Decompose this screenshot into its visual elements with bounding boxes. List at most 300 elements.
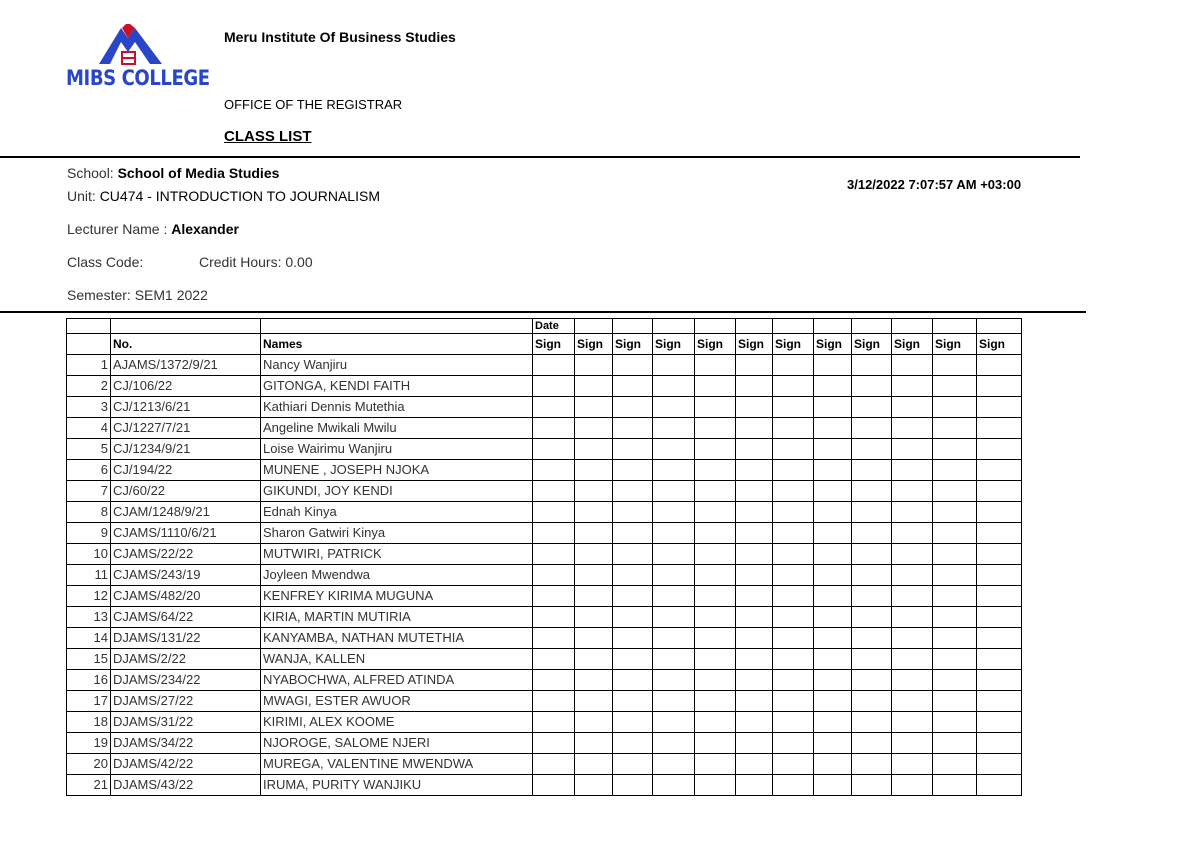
- signature-cell: [736, 628, 773, 649]
- admission-number: CJ/1213/6/21: [111, 397, 261, 418]
- signature-cell: [892, 397, 933, 418]
- signature-cell: [892, 523, 933, 544]
- signature-cell: [736, 586, 773, 607]
- college-logo: [66, 22, 210, 97]
- table-row: [67, 733, 1022, 754]
- signature-cell: [852, 481, 892, 502]
- signature-cell: [933, 376, 977, 397]
- signature-cell: [892, 670, 933, 691]
- signature-cell: [533, 544, 575, 565]
- signature-cell: [613, 628, 653, 649]
- signature-cell: [977, 733, 1022, 754]
- signature-cell: [933, 649, 977, 670]
- school-value: School of Media Studies: [117, 165, 280, 181]
- signature-cell: [773, 691, 814, 712]
- signature-cell: [575, 481, 613, 502]
- signature-cell: [695, 586, 736, 607]
- sign-header: Sign: [575, 334, 613, 355]
- unit-label: Unit:: [67, 188, 96, 204]
- signature-cell: [695, 544, 736, 565]
- admission-number: DJAMS/43/22: [111, 775, 261, 796]
- signature-cell: [814, 355, 852, 376]
- table-row: [67, 775, 1022, 796]
- admission-number: CJAMS/1110/6/21: [111, 523, 261, 544]
- signature-cell: [533, 523, 575, 544]
- unit-line: [67, 188, 380, 204]
- row-number: 4: [67, 418, 111, 439]
- signature-cell: [653, 649, 695, 670]
- admission-number: DJAMS/234/22: [111, 670, 261, 691]
- table-header-date-row: [67, 319, 1022, 334]
- signature-cell: [695, 733, 736, 754]
- student-name: MUTWIRI, PATRICK: [261, 544, 533, 565]
- sign-header: Sign: [852, 334, 892, 355]
- signature-cell: [613, 544, 653, 565]
- signature-cell: [613, 649, 653, 670]
- signature-cell: [977, 754, 1022, 775]
- signature-cell: [852, 565, 892, 586]
- no-header: No.: [111, 334, 261, 355]
- student-name: IRUMA, PURITY WANJIKU: [261, 775, 533, 796]
- signature-cell: [933, 691, 977, 712]
- signature-cell: [977, 502, 1022, 523]
- row-number: 20: [67, 754, 111, 775]
- signature-cell: [613, 691, 653, 712]
- signature-cell: [977, 691, 1022, 712]
- signature-cell: [814, 586, 852, 607]
- signature-cell: [695, 355, 736, 376]
- signature-cell: [736, 355, 773, 376]
- table-row: [67, 607, 1022, 628]
- signature-cell: [736, 439, 773, 460]
- sign-header: Sign: [892, 334, 933, 355]
- signature-cell: [653, 670, 695, 691]
- signature-cell: [653, 481, 695, 502]
- signature-cell: [695, 502, 736, 523]
- institution-name: Meru Institute Of Business Studies: [224, 29, 456, 45]
- student-name: KIRIMI, ALEX KOOME: [261, 712, 533, 733]
- signature-cell: [736, 649, 773, 670]
- meta-divider: [0, 311, 1086, 313]
- signature-cell: [613, 397, 653, 418]
- signature-cell: [613, 565, 653, 586]
- signature-cell: [977, 649, 1022, 670]
- signature-cell: [852, 439, 892, 460]
- signature-cell: [533, 481, 575, 502]
- admission-number: CJ/1234/9/21: [111, 439, 261, 460]
- signature-cell: [814, 775, 852, 796]
- student-name: KIRIA, MARTIN MUTIRIA: [261, 607, 533, 628]
- table-row: [67, 649, 1022, 670]
- row-number: 19: [67, 733, 111, 754]
- student-name: KENFREY KIRIMA MUGUNA: [261, 586, 533, 607]
- table-row: [67, 460, 1022, 481]
- signature-cell: [814, 607, 852, 628]
- signature-cell: [613, 586, 653, 607]
- admission-number: CJAMS/22/22: [111, 544, 261, 565]
- signature-cell: [773, 670, 814, 691]
- admission-number: CJAM/1248/9/21: [111, 502, 261, 523]
- table-header-row: [67, 334, 1022, 355]
- row-number: 6: [67, 460, 111, 481]
- signature-cell: [613, 523, 653, 544]
- signature-cell: [773, 628, 814, 649]
- lecturer-label: Lecturer Name :: [67, 221, 168, 237]
- signature-cell: [933, 523, 977, 544]
- row-number: 8: [67, 502, 111, 523]
- signature-cell: [773, 376, 814, 397]
- admission-number: CJAMS/482/20: [111, 586, 261, 607]
- sign-header: Sign: [533, 334, 575, 355]
- student-name: Joyleen Mwendwa: [261, 565, 533, 586]
- signature-cell: [814, 481, 852, 502]
- signature-cell: [814, 439, 852, 460]
- table-row: [67, 523, 1022, 544]
- signature-cell: [852, 775, 892, 796]
- signature-cell: [533, 460, 575, 481]
- signature-cell: [575, 607, 613, 628]
- signature-cell: [695, 691, 736, 712]
- signature-cell: [736, 691, 773, 712]
- print-timestamp: 3/12/2022 7:07:57 AM +03:00: [847, 177, 1022, 192]
- signature-cell: [736, 670, 773, 691]
- signature-cell: [575, 733, 613, 754]
- sign-header: Sign: [977, 334, 1022, 355]
- signature-cell: [773, 775, 814, 796]
- credit-hours-label: Credit Hours:: [199, 254, 282, 270]
- signature-cell: [933, 565, 977, 586]
- table-row: [67, 502, 1022, 523]
- signature-cell: [533, 628, 575, 649]
- signature-cell: [575, 565, 613, 586]
- signature-cell: [977, 355, 1022, 376]
- row-number: 17: [67, 691, 111, 712]
- signature-cell: [533, 607, 575, 628]
- signature-cell: [575, 460, 613, 481]
- admission-number: CJ/194/22: [111, 460, 261, 481]
- signature-cell: [736, 481, 773, 502]
- student-name: Sharon Gatwiri Kinya: [261, 523, 533, 544]
- signature-cell: [892, 691, 933, 712]
- signature-cell: [977, 439, 1022, 460]
- signature-cell: [695, 670, 736, 691]
- row-number: 10: [67, 544, 111, 565]
- signature-cell: [736, 502, 773, 523]
- signature-cell: [852, 376, 892, 397]
- signature-cell: [814, 712, 852, 733]
- signature-cell: [814, 628, 852, 649]
- signature-cell: [533, 775, 575, 796]
- class-list-table: [66, 318, 1022, 796]
- signature-cell: [814, 754, 852, 775]
- row-number: 16: [67, 670, 111, 691]
- signature-cell: [977, 607, 1022, 628]
- sign-header: Sign: [736, 334, 773, 355]
- signature-cell: [695, 376, 736, 397]
- student-name: Nancy Wanjiru: [261, 355, 533, 376]
- signature-cell: [933, 439, 977, 460]
- signature-cell: [977, 544, 1022, 565]
- signature-cell: [977, 586, 1022, 607]
- signature-cell: [977, 670, 1022, 691]
- row-number: 9: [67, 523, 111, 544]
- admission-number: CJ/1227/7/21: [111, 418, 261, 439]
- signature-cell: [695, 481, 736, 502]
- table-row: [67, 691, 1022, 712]
- signature-cell: [695, 460, 736, 481]
- signature-cell: [977, 523, 1022, 544]
- signature-cell: [852, 586, 892, 607]
- signature-cell: [892, 712, 933, 733]
- signature-cell: [852, 628, 892, 649]
- signature-cell: [736, 460, 773, 481]
- signature-cell: [933, 754, 977, 775]
- signature-cell: [695, 712, 736, 733]
- signature-cell: [653, 523, 695, 544]
- signature-cell: [575, 691, 613, 712]
- signature-cell: [613, 607, 653, 628]
- signature-cell: [852, 733, 892, 754]
- row-number: 14: [67, 628, 111, 649]
- signature-cell: [852, 754, 892, 775]
- signature-cell: [852, 670, 892, 691]
- signature-cell: [933, 586, 977, 607]
- signature-cell: [892, 355, 933, 376]
- signature-cell: [933, 607, 977, 628]
- credit-hours-value: 0.00: [285, 254, 313, 270]
- signature-cell: [892, 418, 933, 439]
- student-name: MUNENE , JOSEPH NJOKA: [261, 460, 533, 481]
- admission-number: DJAMS/34/22: [111, 733, 261, 754]
- student-name: KANYAMBA, NATHAN MUTETHIA: [261, 628, 533, 649]
- signature-cell: [533, 649, 575, 670]
- signature-cell: [533, 439, 575, 460]
- admission-number: DJAMS/31/22: [111, 712, 261, 733]
- row-number: 13: [67, 607, 111, 628]
- signature-cell: [533, 712, 575, 733]
- row-number: 2: [67, 376, 111, 397]
- signature-cell: [736, 565, 773, 586]
- signature-cell: [575, 397, 613, 418]
- signature-cell: [653, 376, 695, 397]
- signature-cell: [575, 502, 613, 523]
- signature-cell: [773, 544, 814, 565]
- signature-cell: [613, 670, 653, 691]
- admission-number: DJAMS/42/22: [111, 754, 261, 775]
- signature-cell: [736, 376, 773, 397]
- signature-cell: [933, 775, 977, 796]
- signature-cell: [933, 733, 977, 754]
- signature-cell: [977, 418, 1022, 439]
- row-number: 15: [67, 649, 111, 670]
- logo-roof-icon: [66, 22, 206, 70]
- row-number: 12: [67, 586, 111, 607]
- row-number: 7: [67, 481, 111, 502]
- signature-cell: [977, 376, 1022, 397]
- student-name: Ednah Kinya: [261, 502, 533, 523]
- signature-cell: [773, 565, 814, 586]
- signature-cell: [695, 439, 736, 460]
- signature-cell: [736, 712, 773, 733]
- admission-number: CJAMS/64/22: [111, 607, 261, 628]
- admission-number: CJAMS/243/19: [111, 565, 261, 586]
- admission-number: DJAMS/2/22: [111, 649, 261, 670]
- signature-cell: [814, 376, 852, 397]
- signature-cell: [773, 439, 814, 460]
- signature-cell: [892, 460, 933, 481]
- signature-cell: [814, 418, 852, 439]
- signature-cell: [575, 355, 613, 376]
- document-title: CLASS LIST: [224, 128, 312, 145]
- signature-cell: [575, 712, 613, 733]
- signature-cell: [575, 775, 613, 796]
- signature-cell: [653, 754, 695, 775]
- signature-cell: [977, 775, 1022, 796]
- signature-cell: [852, 397, 892, 418]
- signature-cell: [773, 607, 814, 628]
- signature-cell: [653, 775, 695, 796]
- signature-cell: [613, 502, 653, 523]
- signature-cell: [852, 502, 892, 523]
- signature-cell: [852, 523, 892, 544]
- admission-number: DJAMS/27/22: [111, 691, 261, 712]
- row-number: 3: [67, 397, 111, 418]
- unit-value: CU474 - INTRODUCTION TO JOURNALISM: [99, 188, 380, 204]
- student-name: MWAGI, ESTER AWUOR: [261, 691, 533, 712]
- signature-cell: [892, 754, 933, 775]
- table-row: [67, 481, 1022, 502]
- signature-cell: [814, 523, 852, 544]
- signature-cell: [613, 460, 653, 481]
- student-name: NJOROGE, SALOME NJERI: [261, 733, 533, 754]
- signature-cell: [977, 481, 1022, 502]
- signature-cell: [653, 712, 695, 733]
- table-row: [67, 376, 1022, 397]
- row-number: 18: [67, 712, 111, 733]
- admission-number: AJAMS/1372/9/21: [111, 355, 261, 376]
- signature-cell: [852, 544, 892, 565]
- signature-cell: [533, 691, 575, 712]
- school-line: [67, 165, 279, 181]
- signature-cell: [653, 502, 695, 523]
- names-header: Names: [261, 334, 533, 355]
- signature-cell: [533, 586, 575, 607]
- signature-cell: [613, 376, 653, 397]
- signature-cell: [653, 397, 695, 418]
- signature-cell: [977, 628, 1022, 649]
- logo-text: MIBS COLLEGE: [66, 66, 210, 90]
- signature-cell: [613, 754, 653, 775]
- signature-cell: [653, 355, 695, 376]
- signature-cell: [613, 775, 653, 796]
- signature-cell: [773, 733, 814, 754]
- signature-cell: [852, 712, 892, 733]
- signature-cell: [613, 733, 653, 754]
- signature-cell: [773, 523, 814, 544]
- table-row: [67, 397, 1022, 418]
- signature-cell: [892, 565, 933, 586]
- signature-cell: [933, 712, 977, 733]
- table-row: [67, 439, 1022, 460]
- signature-cell: [852, 649, 892, 670]
- signature-cell: [575, 376, 613, 397]
- table-row: [67, 670, 1022, 691]
- signature-cell: [892, 775, 933, 796]
- signature-cell: [533, 565, 575, 586]
- header-divider: [0, 156, 1080, 158]
- signature-cell: [814, 649, 852, 670]
- student-name: Angeline Mwikali Mwilu: [261, 418, 533, 439]
- row-number: 11: [67, 565, 111, 586]
- signature-cell: [613, 439, 653, 460]
- signature-cell: [533, 733, 575, 754]
- signature-cell: [736, 733, 773, 754]
- row-number: 21: [67, 775, 111, 796]
- signature-cell: [653, 586, 695, 607]
- student-name: GIKUNDI, JOY KENDI: [261, 481, 533, 502]
- signature-cell: [695, 418, 736, 439]
- signature-cell: [852, 460, 892, 481]
- signature-cell: [736, 397, 773, 418]
- table-row: [67, 586, 1022, 607]
- signature-cell: [736, 418, 773, 439]
- signature-cell: [736, 544, 773, 565]
- lecturer-value: Alexander: [171, 221, 239, 237]
- signature-cell: [773, 649, 814, 670]
- table-row: [67, 628, 1022, 649]
- signature-cell: [653, 691, 695, 712]
- signature-cell: [653, 607, 695, 628]
- signature-cell: [773, 418, 814, 439]
- signature-cell: [653, 565, 695, 586]
- signature-cell: [773, 481, 814, 502]
- row-number: 1: [67, 355, 111, 376]
- credit-hours-line: [199, 254, 313, 270]
- signature-cell: [575, 439, 613, 460]
- table-row: [67, 418, 1022, 439]
- signature-cell: [773, 754, 814, 775]
- signature-cell: [695, 649, 736, 670]
- signature-cell: [736, 775, 773, 796]
- signature-cell: [533, 355, 575, 376]
- signature-cell: [892, 586, 933, 607]
- signature-cell: [773, 460, 814, 481]
- signature-cell: [736, 754, 773, 775]
- signature-cell: [892, 649, 933, 670]
- signature-cell: [613, 481, 653, 502]
- signature-cell: [736, 607, 773, 628]
- signature-cell: [773, 712, 814, 733]
- signature-cell: [533, 397, 575, 418]
- signature-cell: [892, 733, 933, 754]
- semester-label: Semester:: [67, 287, 131, 303]
- signature-cell: [892, 502, 933, 523]
- signature-cell: [933, 670, 977, 691]
- signature-cell: [933, 502, 977, 523]
- signature-cell: [575, 670, 613, 691]
- signature-cell: [933, 355, 977, 376]
- signature-cell: [814, 670, 852, 691]
- sign-header: Sign: [695, 334, 736, 355]
- signature-cell: [814, 460, 852, 481]
- signature-cell: [773, 397, 814, 418]
- table-row: [67, 754, 1022, 775]
- table-row: [67, 565, 1022, 586]
- signature-cell: [977, 565, 1022, 586]
- student-name: WANJA, KALLEN: [261, 649, 533, 670]
- signature-cell: [933, 460, 977, 481]
- signature-cell: [533, 502, 575, 523]
